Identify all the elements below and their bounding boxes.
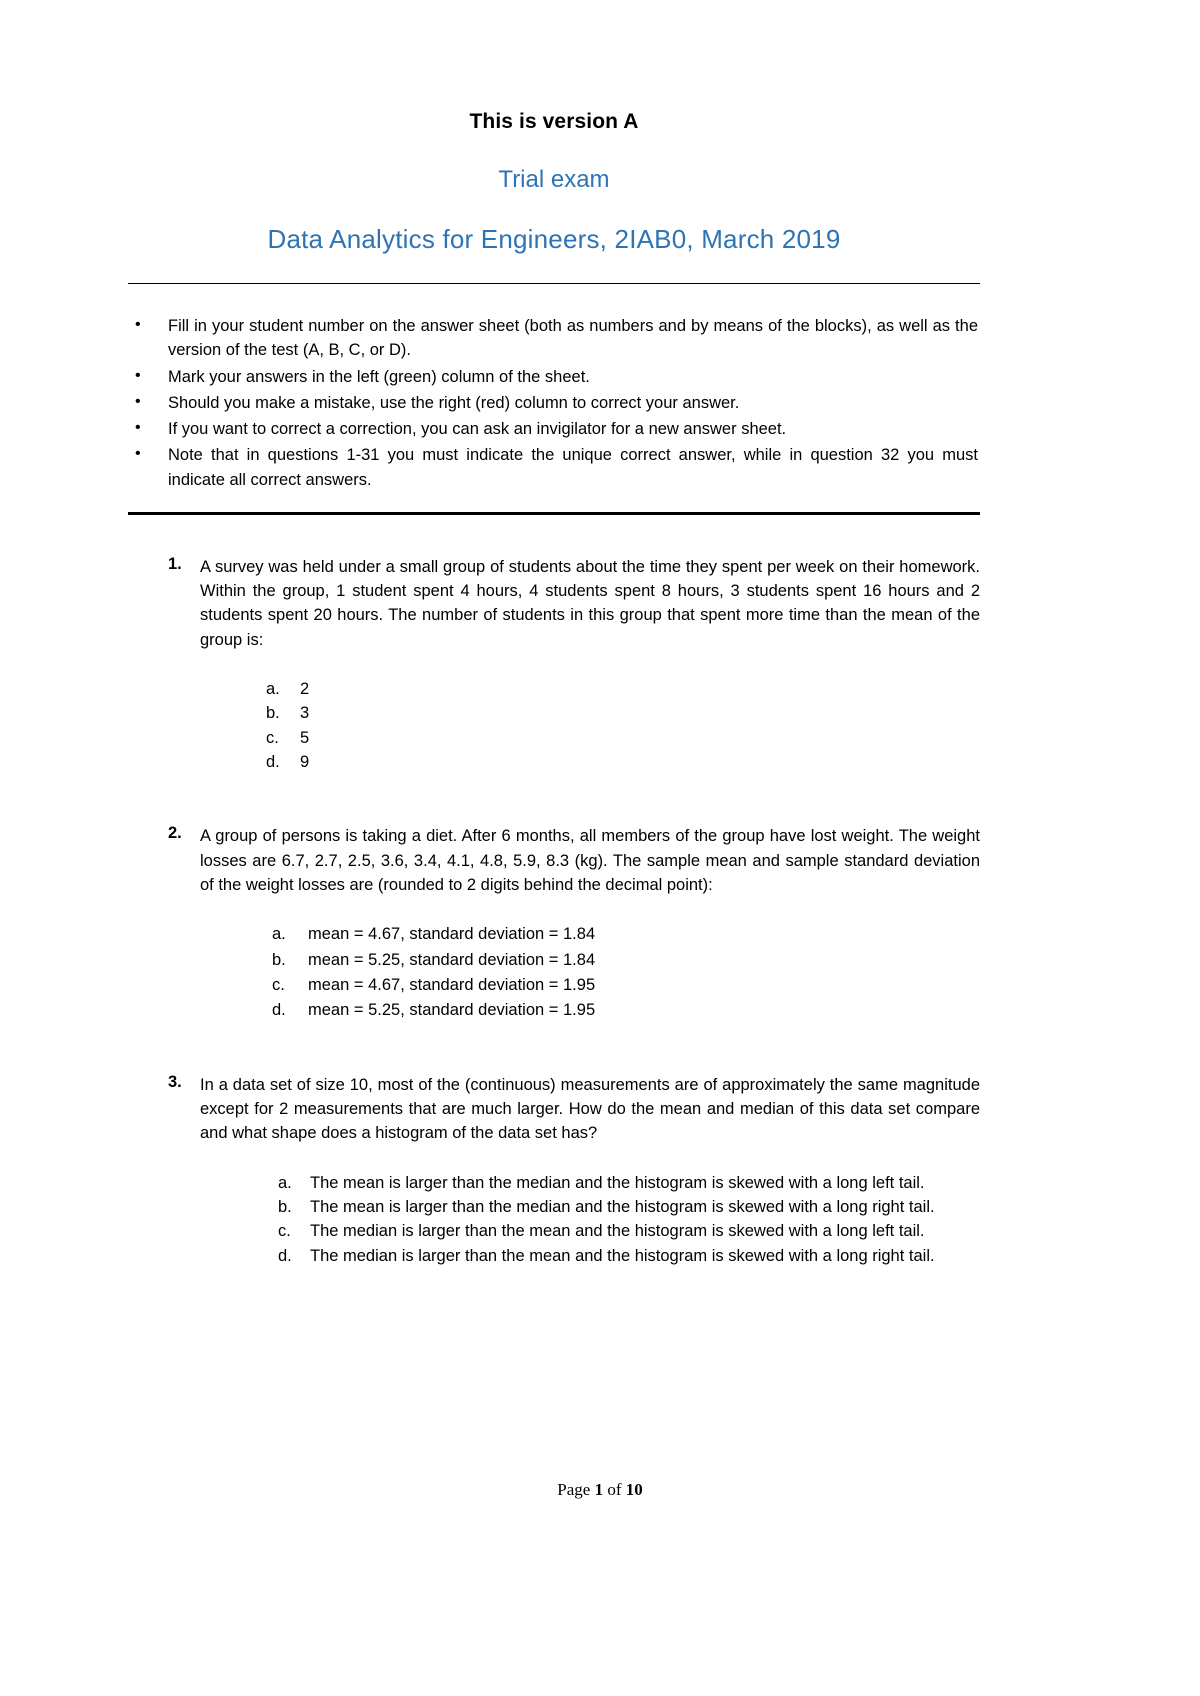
option-letter: b. [272, 950, 286, 969]
option-item[interactable] [200, 678, 980, 701]
option-item[interactable] [200, 751, 980, 774]
instruction-text: If you want to correct a correction, you can ask an invigilator for a new answer sheet. [168, 420, 787, 438]
option-letter: d. [266, 753, 280, 772]
question-body [128, 824, 980, 1022]
option-item[interactable] [200, 702, 980, 725]
instruction-item [128, 443, 980, 492]
option-letter: a. [266, 679, 280, 698]
footer-middle: of [603, 1480, 626, 1499]
questions-list [128, 555, 980, 1269]
bullet-icon: • [135, 366, 141, 384]
option-item[interactable] [200, 974, 980, 997]
instruction-item [128, 365, 980, 389]
question-item [128, 555, 980, 775]
question-number: 1. [168, 554, 182, 573]
option-letter: d. [278, 1246, 292, 1265]
option-item[interactable] [200, 999, 980, 1022]
instruction-item [128, 417, 980, 441]
question-spacer [128, 810, 980, 824]
option-letter: b. [266, 704, 280, 723]
option-item[interactable] [200, 923, 980, 946]
option-text: The mean is larger than the median and the histogram is skewed with a long left tail. [310, 1173, 925, 1192]
option-letter: d. [272, 1001, 286, 1020]
option-letter: b. [278, 1198, 292, 1217]
option-item[interactable] [200, 1245, 980, 1268]
question-item [128, 1073, 980, 1268]
exam-subtitle: Data Analytics for Engineers, 2IAB0, March 2019 [267, 224, 841, 254]
option-text: mean = 5.25, standard deviation = 1.84 [308, 950, 596, 969]
option-text: 3 [300, 704, 310, 723]
option-letter: a. [278, 1173, 292, 1192]
question-options [200, 678, 980, 775]
option-letter: a. [272, 925, 286, 944]
instructions-list [128, 314, 980, 492]
bullet-icon: • [135, 316, 141, 333]
option-text: 9 [300, 753, 310, 772]
question-spacer [128, 1059, 980, 1073]
question-number: 3. [168, 1072, 182, 1091]
option-item[interactable] [200, 949, 980, 972]
instructions-divider-wrap [128, 512, 980, 515]
question-text: In a data set of size 10, most of the (continuous) measurements are of approximately the same magnitude except for 2 measurements that are much larger. How do the mean and median of this data set compare and what shape does a histogram of the data set has? [200, 1075, 980, 1143]
question-number: 2. [168, 824, 182, 843]
exam-title: Trial exam [498, 166, 610, 193]
question-item [128, 824, 980, 1022]
question-body [128, 1073, 980, 1268]
header-divider [128, 283, 980, 284]
bullet-icon: • [135, 445, 141, 463]
option-text: mean = 4.67, standard deviation = 1.84 [308, 925, 596, 944]
instruction-item [128, 391, 980, 415]
option-text: 5 [300, 728, 310, 747]
option-text: mean = 4.67, standard deviation = 1.95 [308, 976, 596, 995]
question-options [200, 923, 980, 1023]
option-item[interactable] [200, 727, 980, 750]
option-item[interactable] [200, 1220, 980, 1243]
question-text: A survey was held under a small group of students about the time they spent per week on their homework. Within the group, 1 student spent 4 hours, 4 students spent 8 hours, 3 students spent 16 hours and 2 students spent 20 hours. The number of students in this group that spent more time than the mean of the group is: [200, 557, 980, 649]
option-letter: c. [278, 1222, 291, 1241]
page-footer [0, 1480, 1200, 1500]
question-body [128, 555, 980, 775]
option-text: The median is larger than the mean and the histogram is skewed with a long left tail. [310, 1222, 925, 1241]
option-text: The median is larger than the mean and the histogram is skewed with a long right tail. [310, 1246, 935, 1265]
option-item[interactable] [200, 1196, 980, 1219]
question-options [200, 1172, 980, 1269]
option-letter: c. [266, 728, 279, 747]
option-text: The mean is larger than the median and the histogram is skewed with a long right tail. [310, 1198, 935, 1217]
instruction-text: Note that in questions 1-31 you must indicate the unique correct answer, while in question 32 you must indicate all correct answers. [168, 446, 978, 489]
footer-total-pages: 10 [625, 1480, 643, 1499]
option-item[interactable] [200, 1172, 980, 1195]
page-content [128, 0, 980, 1304]
footer-prefix: Page [557, 1480, 595, 1499]
instruction-text: Mark your answers in the left (green) column of the sheet. [168, 367, 590, 386]
option-text: 2 [300, 679, 310, 698]
option-letter: c. [272, 976, 285, 995]
bullet-icon: • [135, 392, 141, 410]
instruction-text: Fill in your student number on the answer sheet (both as numbers and by means of the blocks), as well as the version of the test (A, B, C, or D). [168, 317, 978, 360]
bullet-icon: • [135, 419, 141, 436]
instructions-divider [128, 512, 980, 515]
option-text: mean = 5.25, standard deviation = 1.95 [308, 1001, 596, 1020]
footer-current-page: 1 [594, 1480, 604, 1499]
instruction-text: Should you make a mistake, use the right (red) column to correct your answer. [168, 393, 740, 412]
question-text: A group of persons is taking a diet. After 6 months, all members of the group have lost weight. The weight losses are 6.7, 2.7, 2.5, 3.6, 3.4, 4.1, 4.8, 5.9, 8.3 (kg). The sample mean and sample standard deviation of the weight losses are (rounded to 2 digits behind the decimal point): [200, 827, 980, 894]
instruction-item [128, 314, 980, 363]
version-line: This is version A [469, 110, 639, 133]
